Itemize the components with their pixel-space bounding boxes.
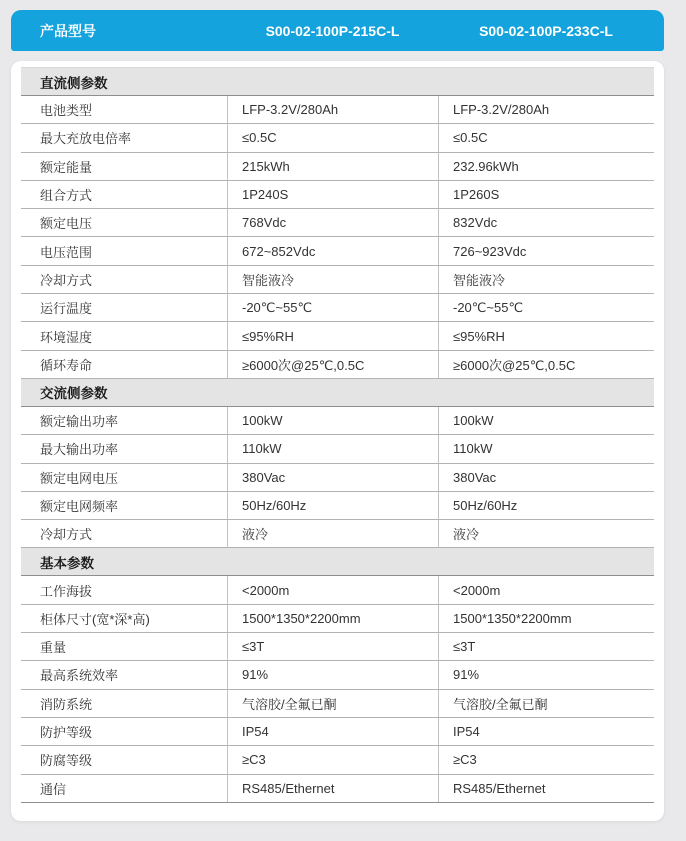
row-label: 柜体尺寸(宽*深*高) bbox=[40, 611, 150, 627]
row-label: 环境湿度 bbox=[40, 329, 93, 345]
row-value-model-2: 726~923Vdc bbox=[438, 237, 654, 264]
table-row bbox=[21, 520, 654, 548]
row-label: 冷却方式 bbox=[40, 272, 93, 288]
row-value-model-2: ≤0.5C bbox=[438, 124, 654, 151]
row-value-model-2: 液冷 bbox=[438, 520, 654, 547]
table-row bbox=[21, 464, 654, 492]
header-model-1: S00-02-100P-215C-L bbox=[265, 22, 400, 39]
row-label: 防护等级 bbox=[40, 725, 93, 741]
section-title: 直流侧参数 bbox=[40, 75, 108, 91]
row-value-model-1: ≤0.5C bbox=[227, 124, 438, 151]
row-label: 组合方式 bbox=[40, 188, 93, 204]
row-value-model-1: RS485/Ethernet bbox=[227, 775, 438, 802]
row-value-model-1: 672~852Vdc bbox=[227, 237, 438, 264]
header-model-2: S00-02-100P-233C-L bbox=[479, 22, 613, 39]
row-label: 额定电网电压 bbox=[40, 470, 119, 486]
table-row bbox=[21, 435, 654, 463]
row-value-model-1: 1500*1350*2200mm bbox=[227, 605, 438, 632]
table-row bbox=[21, 322, 654, 350]
row-value-model-1: 气溶胶/全氟已酮 bbox=[227, 690, 438, 717]
row-label: 消防系统 bbox=[40, 696, 93, 712]
table-row bbox=[21, 661, 654, 689]
row-value-model-1: 215kWh bbox=[227, 153, 438, 180]
table-row bbox=[21, 351, 654, 379]
row-label: 最大输出功率 bbox=[40, 442, 119, 458]
row-value-model-2: 1500*1350*2200mm bbox=[438, 605, 654, 632]
row-label: 工作海拔 bbox=[40, 583, 93, 599]
table-row bbox=[21, 266, 654, 294]
row-label: 通信 bbox=[40, 781, 67, 797]
section-title: 交流侧参数 bbox=[40, 386, 108, 402]
row-value-model-1: 液冷 bbox=[227, 520, 438, 547]
row-value-model-1: -20℃~55℃ bbox=[227, 294, 438, 321]
section-header bbox=[21, 379, 654, 407]
row-value-model-1: <2000m bbox=[227, 576, 438, 603]
row-value-model-1: IP54 bbox=[227, 718, 438, 745]
table-row bbox=[21, 153, 654, 181]
row-value-model-1: 91% bbox=[227, 661, 438, 688]
row-value-model-1: 110kW bbox=[227, 435, 438, 462]
table-row bbox=[21, 294, 654, 322]
row-value-model-2: ≥6000次@25℃,0.5C bbox=[438, 351, 654, 378]
row-value-model-2: 232.96kWh bbox=[438, 153, 654, 180]
table-row bbox=[21, 181, 654, 209]
section-header bbox=[21, 68, 654, 96]
row-value-model-1: 1P240S bbox=[227, 181, 438, 208]
row-value-model-1: ≤95%RH bbox=[227, 322, 438, 349]
table-row bbox=[21, 209, 654, 237]
row-value-model-2: ≤95%RH bbox=[438, 322, 654, 349]
row-value-model-2: 91% bbox=[438, 661, 654, 688]
row-value-model-1: 380Vac bbox=[227, 464, 438, 491]
row-value-model-2: 110kW bbox=[438, 435, 654, 462]
row-value-model-2: 1P260S bbox=[438, 181, 654, 208]
row-value-model-2: 气溶胶/全氟已酮 bbox=[438, 690, 654, 717]
row-value-model-2: LFP-3.2V/280Ah bbox=[438, 96, 654, 123]
row-value-model-2: RS485/Ethernet bbox=[438, 775, 654, 802]
table-row bbox=[21, 746, 654, 774]
row-value-model-1: 100kW bbox=[227, 407, 438, 434]
row-value-model-1: 智能液冷 bbox=[227, 266, 438, 293]
row-value-model-2: IP54 bbox=[438, 718, 654, 745]
row-label: 电压范围 bbox=[40, 244, 93, 260]
row-value-model-1: ≥C3 bbox=[227, 746, 438, 773]
row-value-model-2: ≤3T bbox=[438, 633, 654, 660]
section-title: 基本参数 bbox=[40, 555, 94, 571]
row-value-model-1: ≤3T bbox=[227, 633, 438, 660]
product-model-header-bar bbox=[11, 10, 664, 51]
section-header bbox=[21, 548, 654, 576]
spec-table bbox=[21, 67, 654, 803]
row-label: 冷却方式 bbox=[40, 527, 93, 543]
row-label: 运行温度 bbox=[40, 301, 93, 317]
table-row bbox=[21, 633, 654, 661]
table-row bbox=[21, 237, 654, 265]
spec-card bbox=[11, 61, 664, 821]
table-row bbox=[21, 718, 654, 746]
table-row bbox=[21, 96, 654, 124]
row-label: 额定电压 bbox=[40, 216, 93, 232]
row-value-model-2: 832Vdc bbox=[438, 209, 654, 236]
row-value-model-2: 380Vac bbox=[438, 464, 654, 491]
row-label: 额定输出功率 bbox=[40, 414, 119, 430]
table-row bbox=[21, 576, 654, 604]
row-value-model-2: 智能液冷 bbox=[438, 266, 654, 293]
row-value-model-2: ≥C3 bbox=[438, 746, 654, 773]
row-label: 防腐等级 bbox=[40, 753, 93, 769]
row-label: 重量 bbox=[40, 640, 67, 656]
row-value-model-1: LFP-3.2V/280Ah bbox=[227, 96, 438, 123]
table-row bbox=[21, 605, 654, 633]
row-label: 最大充放电倍率 bbox=[40, 131, 132, 147]
row-value-model-2: 50Hz/60Hz bbox=[438, 492, 654, 519]
row-value-model-2: <2000m bbox=[438, 576, 654, 603]
row-label: 最高系统效率 bbox=[40, 668, 119, 684]
table-row bbox=[21, 690, 654, 718]
row-value-model-1: 50Hz/60Hz bbox=[227, 492, 438, 519]
row-label: 循环寿命 bbox=[40, 357, 93, 373]
row-label: 额定电网频率 bbox=[40, 499, 119, 514]
table-row bbox=[21, 492, 654, 520]
row-value-model-1: 768Vdc bbox=[227, 209, 438, 236]
row-value-model-1: ≥6000次@25℃,0.5C bbox=[227, 351, 438, 378]
row-value-model-2: 100kW bbox=[438, 407, 654, 434]
table-row bbox=[21, 775, 654, 803]
header-label: 产品型号 bbox=[40, 22, 96, 39]
row-value-model-2: -20℃~55℃ bbox=[438, 294, 654, 321]
row-label: 电池类型 bbox=[40, 103, 93, 119]
table-row bbox=[21, 124, 654, 152]
table-row bbox=[21, 407, 654, 435]
row-label: 额定能量 bbox=[40, 159, 93, 175]
